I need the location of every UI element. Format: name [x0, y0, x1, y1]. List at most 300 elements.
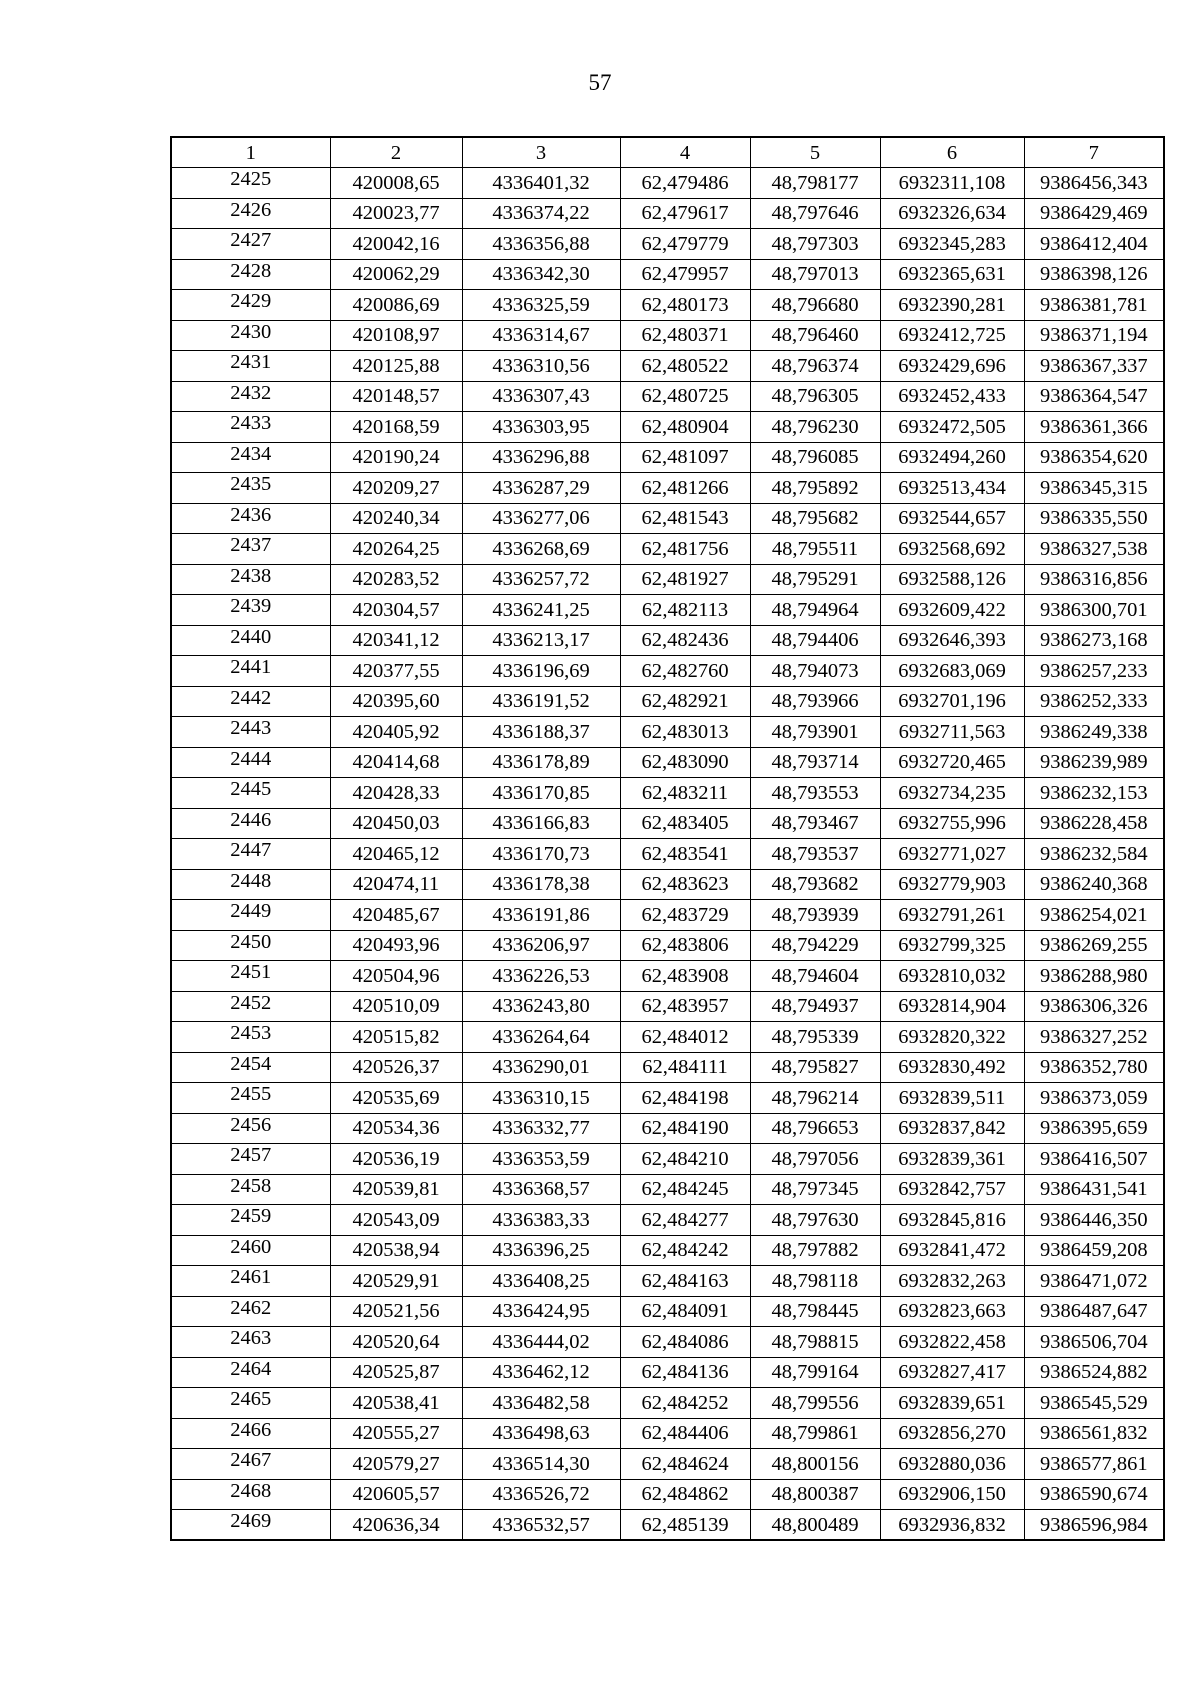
table-row	[171, 259, 1164, 290]
table-cell-col-6: 6932832,263	[880, 1266, 1024, 1297]
table-cell-col-3: 4336268,69	[462, 534, 620, 565]
table-cell-col-2: 420504,96	[330, 961, 462, 992]
table-cell-col-7: 9386257,233	[1024, 656, 1164, 687]
table-cell-col-1: 2427	[171, 229, 330, 260]
table-cell-col-6: 6932720,465	[880, 747, 1024, 778]
column-header-1: 1	[171, 137, 330, 168]
table-cell-col-4: 62,484111	[620, 1052, 750, 1083]
table-cell-col-4: 62,484190	[620, 1113, 750, 1144]
table-cell-col-6: 6932452,433	[880, 381, 1024, 412]
table-cell-col-1: 2444	[171, 747, 330, 778]
table-cell-col-5: 48,800489	[750, 1510, 880, 1541]
table-cell-col-2: 420042,16	[330, 229, 462, 260]
table-cell-col-3: 4336170,85	[462, 778, 620, 809]
table-cell-col-1: 2446	[171, 808, 330, 839]
table-cell-col-6: 6932841,472	[880, 1235, 1024, 1266]
table-cell-col-7: 9386228,458	[1024, 808, 1164, 839]
table-cell-col-1: 2469	[171, 1510, 330, 1541]
table-cell-col-3: 4336342,30	[462, 259, 620, 290]
table-cell-col-6: 6932683,069	[880, 656, 1024, 687]
table-cell-col-2: 420190,24	[330, 442, 462, 473]
table-row	[171, 1205, 1164, 1236]
table-cell-col-4: 62,481927	[620, 564, 750, 595]
table-cell-col-3: 4336310,15	[462, 1083, 620, 1114]
table-cell-col-2: 420148,57	[330, 381, 462, 412]
table-cell-col-1: 2450	[171, 930, 330, 961]
table-cell-col-6: 6932646,393	[880, 625, 1024, 656]
table-row	[171, 381, 1164, 412]
table-cell-col-7: 9386487,647	[1024, 1296, 1164, 1327]
table-cell-col-6: 6932839,651	[880, 1388, 1024, 1419]
table-cell-col-3: 4336213,17	[462, 625, 620, 656]
table-cell-col-1: 2461	[171, 1266, 330, 1297]
table-row	[171, 564, 1164, 595]
table-cell-col-5: 48,798118	[750, 1266, 880, 1297]
table-cell-col-4: 62,480173	[620, 290, 750, 321]
table-cell-col-3: 4336264,64	[462, 1022, 620, 1053]
table-cell-col-5: 48,799861	[750, 1418, 880, 1449]
table-cell-col-2: 420168,59	[330, 412, 462, 443]
table-cell-col-4: 62,480725	[620, 381, 750, 412]
table-cell-col-2: 420283,52	[330, 564, 462, 595]
table-cell-col-3: 4336532,57	[462, 1510, 620, 1541]
table-cell-col-6: 6932842,757	[880, 1174, 1024, 1205]
table-cell-col-4: 62,484624	[620, 1449, 750, 1480]
table-row	[171, 168, 1164, 199]
table-cell-col-2: 420543,09	[330, 1205, 462, 1236]
table-row	[171, 1174, 1164, 1205]
table-cell-col-5: 48,794964	[750, 595, 880, 626]
table-cell-col-6: 6932814,904	[880, 991, 1024, 1022]
table-cell-col-1: 2442	[171, 686, 330, 717]
table-row	[171, 229, 1164, 260]
table-cell-col-7: 9386352,780	[1024, 1052, 1164, 1083]
table-cell-col-5: 48,794073	[750, 656, 880, 687]
table-row	[171, 198, 1164, 229]
table-cell-col-3: 4336178,89	[462, 747, 620, 778]
table-cell-col-6: 6932799,325	[880, 930, 1024, 961]
table-cell-col-5: 48,796230	[750, 412, 880, 443]
table-cell-col-7: 9386596,984	[1024, 1510, 1164, 1541]
table-cell-col-3: 4336243,80	[462, 991, 620, 1022]
table-row	[171, 473, 1164, 504]
table-cell-col-1: 2460	[171, 1235, 330, 1266]
table-cell-col-4: 62,479617	[620, 198, 750, 229]
table-cell-col-2: 420536,19	[330, 1144, 462, 1175]
table-cell-col-2: 420465,12	[330, 839, 462, 870]
header-row	[171, 137, 1164, 168]
table-cell-col-3: 4336290,01	[462, 1052, 620, 1083]
table-row	[171, 1449, 1164, 1480]
table-cell-col-7: 9386232,584	[1024, 839, 1164, 870]
table-cell-col-7: 9386273,168	[1024, 625, 1164, 656]
table-cell-col-6: 6932823,663	[880, 1296, 1024, 1327]
table-cell-col-1: 2467	[171, 1449, 330, 1480]
table-cell-col-4: 62,484198	[620, 1083, 750, 1114]
table-cell-col-7: 9386361,366	[1024, 412, 1164, 443]
table-cell-col-6: 6932544,657	[880, 503, 1024, 534]
table-row	[171, 1418, 1164, 1449]
table-cell-col-7: 9386252,333	[1024, 686, 1164, 717]
table-header	[171, 137, 1164, 168]
table-cell-col-6: 6932412,725	[880, 320, 1024, 351]
table-cell-col-5: 48,798177	[750, 168, 880, 199]
table-cell-col-4: 62,484862	[620, 1479, 750, 1510]
table-cell-col-1: 2434	[171, 442, 330, 473]
table-cell-col-4: 62,484210	[620, 1144, 750, 1175]
table-cell-col-1: 2439	[171, 595, 330, 626]
table-cell-col-6: 6932822,458	[880, 1327, 1024, 1358]
table-cell-col-7: 9386545,529	[1024, 1388, 1164, 1419]
table-cell-col-3: 4336206,97	[462, 930, 620, 961]
table-cell-col-3: 4336368,57	[462, 1174, 620, 1205]
table-cell-col-6: 6932779,903	[880, 869, 1024, 900]
table-cell-col-4: 62,484277	[620, 1205, 750, 1236]
table-cell-col-3: 4336353,59	[462, 1144, 620, 1175]
table-cell-col-1: 2452	[171, 991, 330, 1022]
table-cell-col-1: 2429	[171, 290, 330, 321]
table-cell-col-2: 420023,77	[330, 198, 462, 229]
table-cell-col-1: 2462	[171, 1296, 330, 1327]
table-cell-col-2: 420534,36	[330, 1113, 462, 1144]
table-cell-col-4: 62,484136	[620, 1357, 750, 1388]
table-cell-col-1: 2466	[171, 1418, 330, 1449]
table-cell-col-2: 420264,25	[330, 534, 462, 565]
table-cell-col-1: 2432	[171, 381, 330, 412]
table-cell-col-5: 48,793537	[750, 839, 880, 870]
table-cell-col-3: 4336356,88	[462, 229, 620, 260]
table-cell-col-3: 4336287,29	[462, 473, 620, 504]
table-cell-col-3: 4336226,53	[462, 961, 620, 992]
table-cell-col-7: 9386373,059	[1024, 1083, 1164, 1114]
table-cell-col-5: 48,795511	[750, 534, 880, 565]
table-cell-col-1: 2453	[171, 1022, 330, 1053]
table-cell-col-4: 62,482436	[620, 625, 750, 656]
table-cell-col-1: 2451	[171, 961, 330, 992]
table-cell-col-2: 420555,27	[330, 1418, 462, 1449]
table-cell-col-2: 420535,69	[330, 1083, 462, 1114]
table-cell-col-5: 48,797013	[750, 259, 880, 290]
table-cell-col-5: 48,796305	[750, 381, 880, 412]
table-cell-col-3: 4336332,77	[462, 1113, 620, 1144]
table-cell-col-1: 2457	[171, 1144, 330, 1175]
table-row	[171, 1479, 1164, 1510]
table-cell-col-4: 62,479486	[620, 168, 750, 199]
table-cell-col-3: 4336296,88	[462, 442, 620, 473]
table-cell-col-6: 6932827,417	[880, 1357, 1024, 1388]
table-cell-col-5: 48,797056	[750, 1144, 880, 1175]
table-cell-col-7: 9386577,861	[1024, 1449, 1164, 1480]
table-cell-col-4: 62,479957	[620, 259, 750, 290]
table-cell-col-3: 4336191,52	[462, 686, 620, 717]
table-cell-col-7: 9386327,252	[1024, 1022, 1164, 1053]
table-cell-col-5: 48,793714	[750, 747, 880, 778]
table-cell-col-5: 48,795827	[750, 1052, 880, 1083]
table-cell-col-1: 2445	[171, 778, 330, 809]
table-cell-col-7: 9386232,153	[1024, 778, 1164, 809]
table-cell-col-4: 62,480371	[620, 320, 750, 351]
table-cell-col-7: 9386240,368	[1024, 869, 1164, 900]
table-cell-col-3: 4336310,56	[462, 351, 620, 382]
table-cell-col-3: 4336191,86	[462, 900, 620, 931]
table-row	[171, 747, 1164, 778]
table-row	[171, 808, 1164, 839]
table-row	[171, 1357, 1164, 1388]
table-cell-col-5: 48,793682	[750, 869, 880, 900]
page-number: 57	[588, 70, 612, 95]
table-cell-col-4: 62,483729	[620, 900, 750, 931]
table-cell-col-1: 2436	[171, 503, 330, 534]
table-cell-col-5: 48,794406	[750, 625, 880, 656]
table-row	[171, 1052, 1164, 1083]
table-row	[171, 1266, 1164, 1297]
table-cell-col-7: 9386254,021	[1024, 900, 1164, 931]
table-cell-col-2: 420605,57	[330, 1479, 462, 1510]
table-cell-col-6: 6932755,996	[880, 808, 1024, 839]
table-cell-col-3: 4336401,32	[462, 168, 620, 199]
table-cell-col-7: 9386364,547	[1024, 381, 1164, 412]
column-header-6: 6	[880, 137, 1024, 168]
table-cell-col-7: 9386327,538	[1024, 534, 1164, 565]
table-cell-col-6: 6932345,283	[880, 229, 1024, 260]
table-cell-col-4: 62,484163	[620, 1266, 750, 1297]
table-cell-col-6: 6932513,434	[880, 473, 1024, 504]
table-row	[171, 1144, 1164, 1175]
table-cell-col-7: 9386354,620	[1024, 442, 1164, 473]
table-cell-col-1: 2443	[171, 717, 330, 748]
table-cell-col-4: 62,483090	[620, 747, 750, 778]
table-row	[171, 1235, 1164, 1266]
table-cell-col-2: 420405,92	[330, 717, 462, 748]
table-cell-col-2: 420493,96	[330, 930, 462, 961]
table-cell-col-5: 48,798815	[750, 1327, 880, 1358]
column-header-5: 5	[750, 137, 880, 168]
table-cell-col-2: 420526,37	[330, 1052, 462, 1083]
table-cell-col-7: 9386288,980	[1024, 961, 1164, 992]
table-cell-col-6: 6932568,692	[880, 534, 1024, 565]
table-cell-col-3: 4336374,22	[462, 198, 620, 229]
table-cell-col-4: 62,484012	[620, 1022, 750, 1053]
table-cell-col-7: 9386239,989	[1024, 747, 1164, 778]
table-row	[171, 839, 1164, 870]
table-cell-col-4: 62,484245	[620, 1174, 750, 1205]
table-cell-col-6: 6932701,196	[880, 686, 1024, 717]
table-cell-col-4: 62,479779	[620, 229, 750, 260]
table-cell-col-4: 62,483908	[620, 961, 750, 992]
table-cell-col-7: 9386316,856	[1024, 564, 1164, 595]
table-cell-col-7: 9386335,550	[1024, 503, 1164, 534]
table-cell-col-5: 48,794937	[750, 991, 880, 1022]
column-header-7: 7	[1024, 137, 1164, 168]
table-cell-col-1: 2428	[171, 259, 330, 290]
table-cell-col-7: 9386367,337	[1024, 351, 1164, 382]
table-cell-col-3: 4336462,12	[462, 1357, 620, 1388]
table-cell-col-1: 2425	[171, 168, 330, 199]
table-cell-col-1: 2465	[171, 1388, 330, 1419]
table-cell-col-5: 48,796214	[750, 1083, 880, 1114]
table-row	[171, 900, 1164, 931]
table-cell-col-6: 6932830,492	[880, 1052, 1024, 1083]
table-cell-col-6: 6932711,563	[880, 717, 1024, 748]
table-cell-col-3: 4336170,73	[462, 839, 620, 870]
table-cell-col-7: 9386590,674	[1024, 1479, 1164, 1510]
table-cell-col-5: 48,797882	[750, 1235, 880, 1266]
table-cell-col-1: 2455	[171, 1083, 330, 1114]
table-cell-col-5: 48,798445	[750, 1296, 880, 1327]
table-cell-col-4: 62,483405	[620, 808, 750, 839]
table-cell-col-1: 2448	[171, 869, 330, 900]
table-cell-col-2: 420521,56	[330, 1296, 462, 1327]
table-cell-col-2: 420240,34	[330, 503, 462, 534]
table-cell-col-6: 6932839,361	[880, 1144, 1024, 1175]
table-cell-col-2: 420485,67	[330, 900, 462, 931]
table-row	[171, 717, 1164, 748]
table-cell-col-5: 48,797630	[750, 1205, 880, 1236]
table-cell-col-1: 2456	[171, 1113, 330, 1144]
table-cell-col-3: 4336307,43	[462, 381, 620, 412]
table-cell-col-2: 420450,03	[330, 808, 462, 839]
table-cell-col-4: 62,483806	[620, 930, 750, 961]
column-header-3: 3	[462, 137, 620, 168]
table-cell-col-4: 62,480904	[620, 412, 750, 443]
table-row	[171, 351, 1164, 382]
table-cell-col-2: 420510,09	[330, 991, 462, 1022]
table-cell-col-3: 4336241,25	[462, 595, 620, 626]
table-cell-col-7: 9386471,072	[1024, 1266, 1164, 1297]
table-cell-col-1: 2440	[171, 625, 330, 656]
table-cell-col-2: 420086,69	[330, 290, 462, 321]
table-cell-col-6: 6932609,422	[880, 595, 1024, 626]
table-cell-col-6: 6932936,832	[880, 1510, 1024, 1541]
table-body	[171, 168, 1164, 1541]
table-cell-col-2: 420125,88	[330, 351, 462, 382]
table-cell-col-7: 9386524,882	[1024, 1357, 1164, 1388]
table-row	[171, 320, 1164, 351]
table-cell-col-5: 48,794229	[750, 930, 880, 961]
table-row	[171, 412, 1164, 443]
table-cell-col-1: 2441	[171, 656, 330, 687]
table-cell-col-3: 4336396,25	[462, 1235, 620, 1266]
table-cell-col-4: 62,484091	[620, 1296, 750, 1327]
table-cell-col-4: 62,482921	[620, 686, 750, 717]
table-cell-col-7: 9386300,701	[1024, 595, 1164, 626]
table-cell-col-6: 6932906,150	[880, 1479, 1024, 1510]
table-cell-col-3: 4336277,06	[462, 503, 620, 534]
table-cell-col-5: 48,796460	[750, 320, 880, 351]
table-cell-col-4: 62,481543	[620, 503, 750, 534]
table-cell-col-6: 6932880,036	[880, 1449, 1024, 1480]
table-cell-col-7: 9386395,659	[1024, 1113, 1164, 1144]
table-row	[171, 1083, 1164, 1114]
table-cell-col-5: 48,793467	[750, 808, 880, 839]
table-cell-col-5: 48,797345	[750, 1174, 880, 1205]
table-cell-col-6: 6932820,322	[880, 1022, 1024, 1053]
table-cell-col-4: 62,483957	[620, 991, 750, 1022]
table-row	[171, 290, 1164, 321]
table-cell-col-7: 9386371,194	[1024, 320, 1164, 351]
table-cell-col-6: 6932588,126	[880, 564, 1024, 595]
table-cell-col-6: 6932365,631	[880, 259, 1024, 290]
table-cell-col-5: 48,797303	[750, 229, 880, 260]
table-cell-col-3: 4336526,72	[462, 1479, 620, 1510]
table-cell-col-5: 48,793939	[750, 900, 880, 931]
table-cell-col-3: 4336498,63	[462, 1418, 620, 1449]
table-row	[171, 625, 1164, 656]
table-cell-col-3: 4336408,25	[462, 1266, 620, 1297]
table-cell-col-2: 420538,41	[330, 1388, 462, 1419]
table-cell-col-4: 62,484252	[620, 1388, 750, 1419]
table-cell-col-6: 6932839,511	[880, 1083, 1024, 1114]
table-cell-col-5: 48,795892	[750, 473, 880, 504]
table-cell-col-4: 62,481266	[620, 473, 750, 504]
table-cell-col-5: 48,793966	[750, 686, 880, 717]
table-cell-col-2: 420062,29	[330, 259, 462, 290]
table-cell-col-5: 48,799556	[750, 1388, 880, 1419]
table-cell-col-1: 2430	[171, 320, 330, 351]
table-cell-col-2: 420008,65	[330, 168, 462, 199]
table-cell-col-5: 48,797646	[750, 198, 880, 229]
table-cell-col-3: 4336514,30	[462, 1449, 620, 1480]
table-cell-col-3: 4336178,38	[462, 869, 620, 900]
table-cell-col-2: 420108,97	[330, 320, 462, 351]
table-cell-col-4: 62,483211	[620, 778, 750, 809]
table-cell-col-5: 48,800387	[750, 1479, 880, 1510]
table-cell-col-7: 9386431,541	[1024, 1174, 1164, 1205]
table-cell-col-5: 48,799164	[750, 1357, 880, 1388]
table-cell-col-7: 9386381,781	[1024, 290, 1164, 321]
table-cell-col-1: 2438	[171, 564, 330, 595]
table-cell-col-7: 9386398,126	[1024, 259, 1164, 290]
table-cell-col-2: 420579,27	[330, 1449, 462, 1480]
table-cell-col-2: 420395,60	[330, 686, 462, 717]
table-cell-col-7: 9386412,404	[1024, 229, 1164, 260]
table-cell-col-5: 48,795339	[750, 1022, 880, 1053]
table-cell-col-5: 48,796653	[750, 1113, 880, 1144]
table-cell-col-7: 9386561,832	[1024, 1418, 1164, 1449]
table-row	[171, 961, 1164, 992]
table-cell-col-5: 48,796374	[750, 351, 880, 382]
table-cell-col-2: 420529,91	[330, 1266, 462, 1297]
table-cell-col-2: 420636,34	[330, 1510, 462, 1541]
table-cell-col-7: 9386429,469	[1024, 198, 1164, 229]
table-cell-col-3: 4336257,72	[462, 564, 620, 595]
table-cell-col-2: 420377,55	[330, 656, 462, 687]
table-cell-col-7: 9386345,315	[1024, 473, 1164, 504]
table-cell-col-6: 6932791,261	[880, 900, 1024, 931]
table-cell-col-5: 48,795291	[750, 564, 880, 595]
table-cell-col-1: 2463	[171, 1327, 330, 1358]
table-cell-col-1: 2458	[171, 1174, 330, 1205]
table-cell-col-1: 2468	[171, 1479, 330, 1510]
table-cell-col-6: 6932810,032	[880, 961, 1024, 992]
table-cell-col-6: 6932390,281	[880, 290, 1024, 321]
table-cell-col-2: 420209,27	[330, 473, 462, 504]
table-cell-col-4: 62,482113	[620, 595, 750, 626]
table-row	[171, 656, 1164, 687]
table-cell-col-5: 48,796085	[750, 442, 880, 473]
table-cell-col-5: 48,793901	[750, 717, 880, 748]
table-cell-col-2: 420539,81	[330, 1174, 462, 1205]
table-cell-col-4: 62,481756	[620, 534, 750, 565]
table-cell-col-2: 420414,68	[330, 747, 462, 778]
table-cell-col-7: 9386459,208	[1024, 1235, 1164, 1266]
table-cell-col-6: 6932771,027	[880, 839, 1024, 870]
table-cell-col-1: 2447	[171, 839, 330, 870]
table-row	[171, 869, 1164, 900]
table-row	[171, 1022, 1164, 1053]
table-cell-col-4: 62,485139	[620, 1510, 750, 1541]
table-cell-col-2: 420428,33	[330, 778, 462, 809]
